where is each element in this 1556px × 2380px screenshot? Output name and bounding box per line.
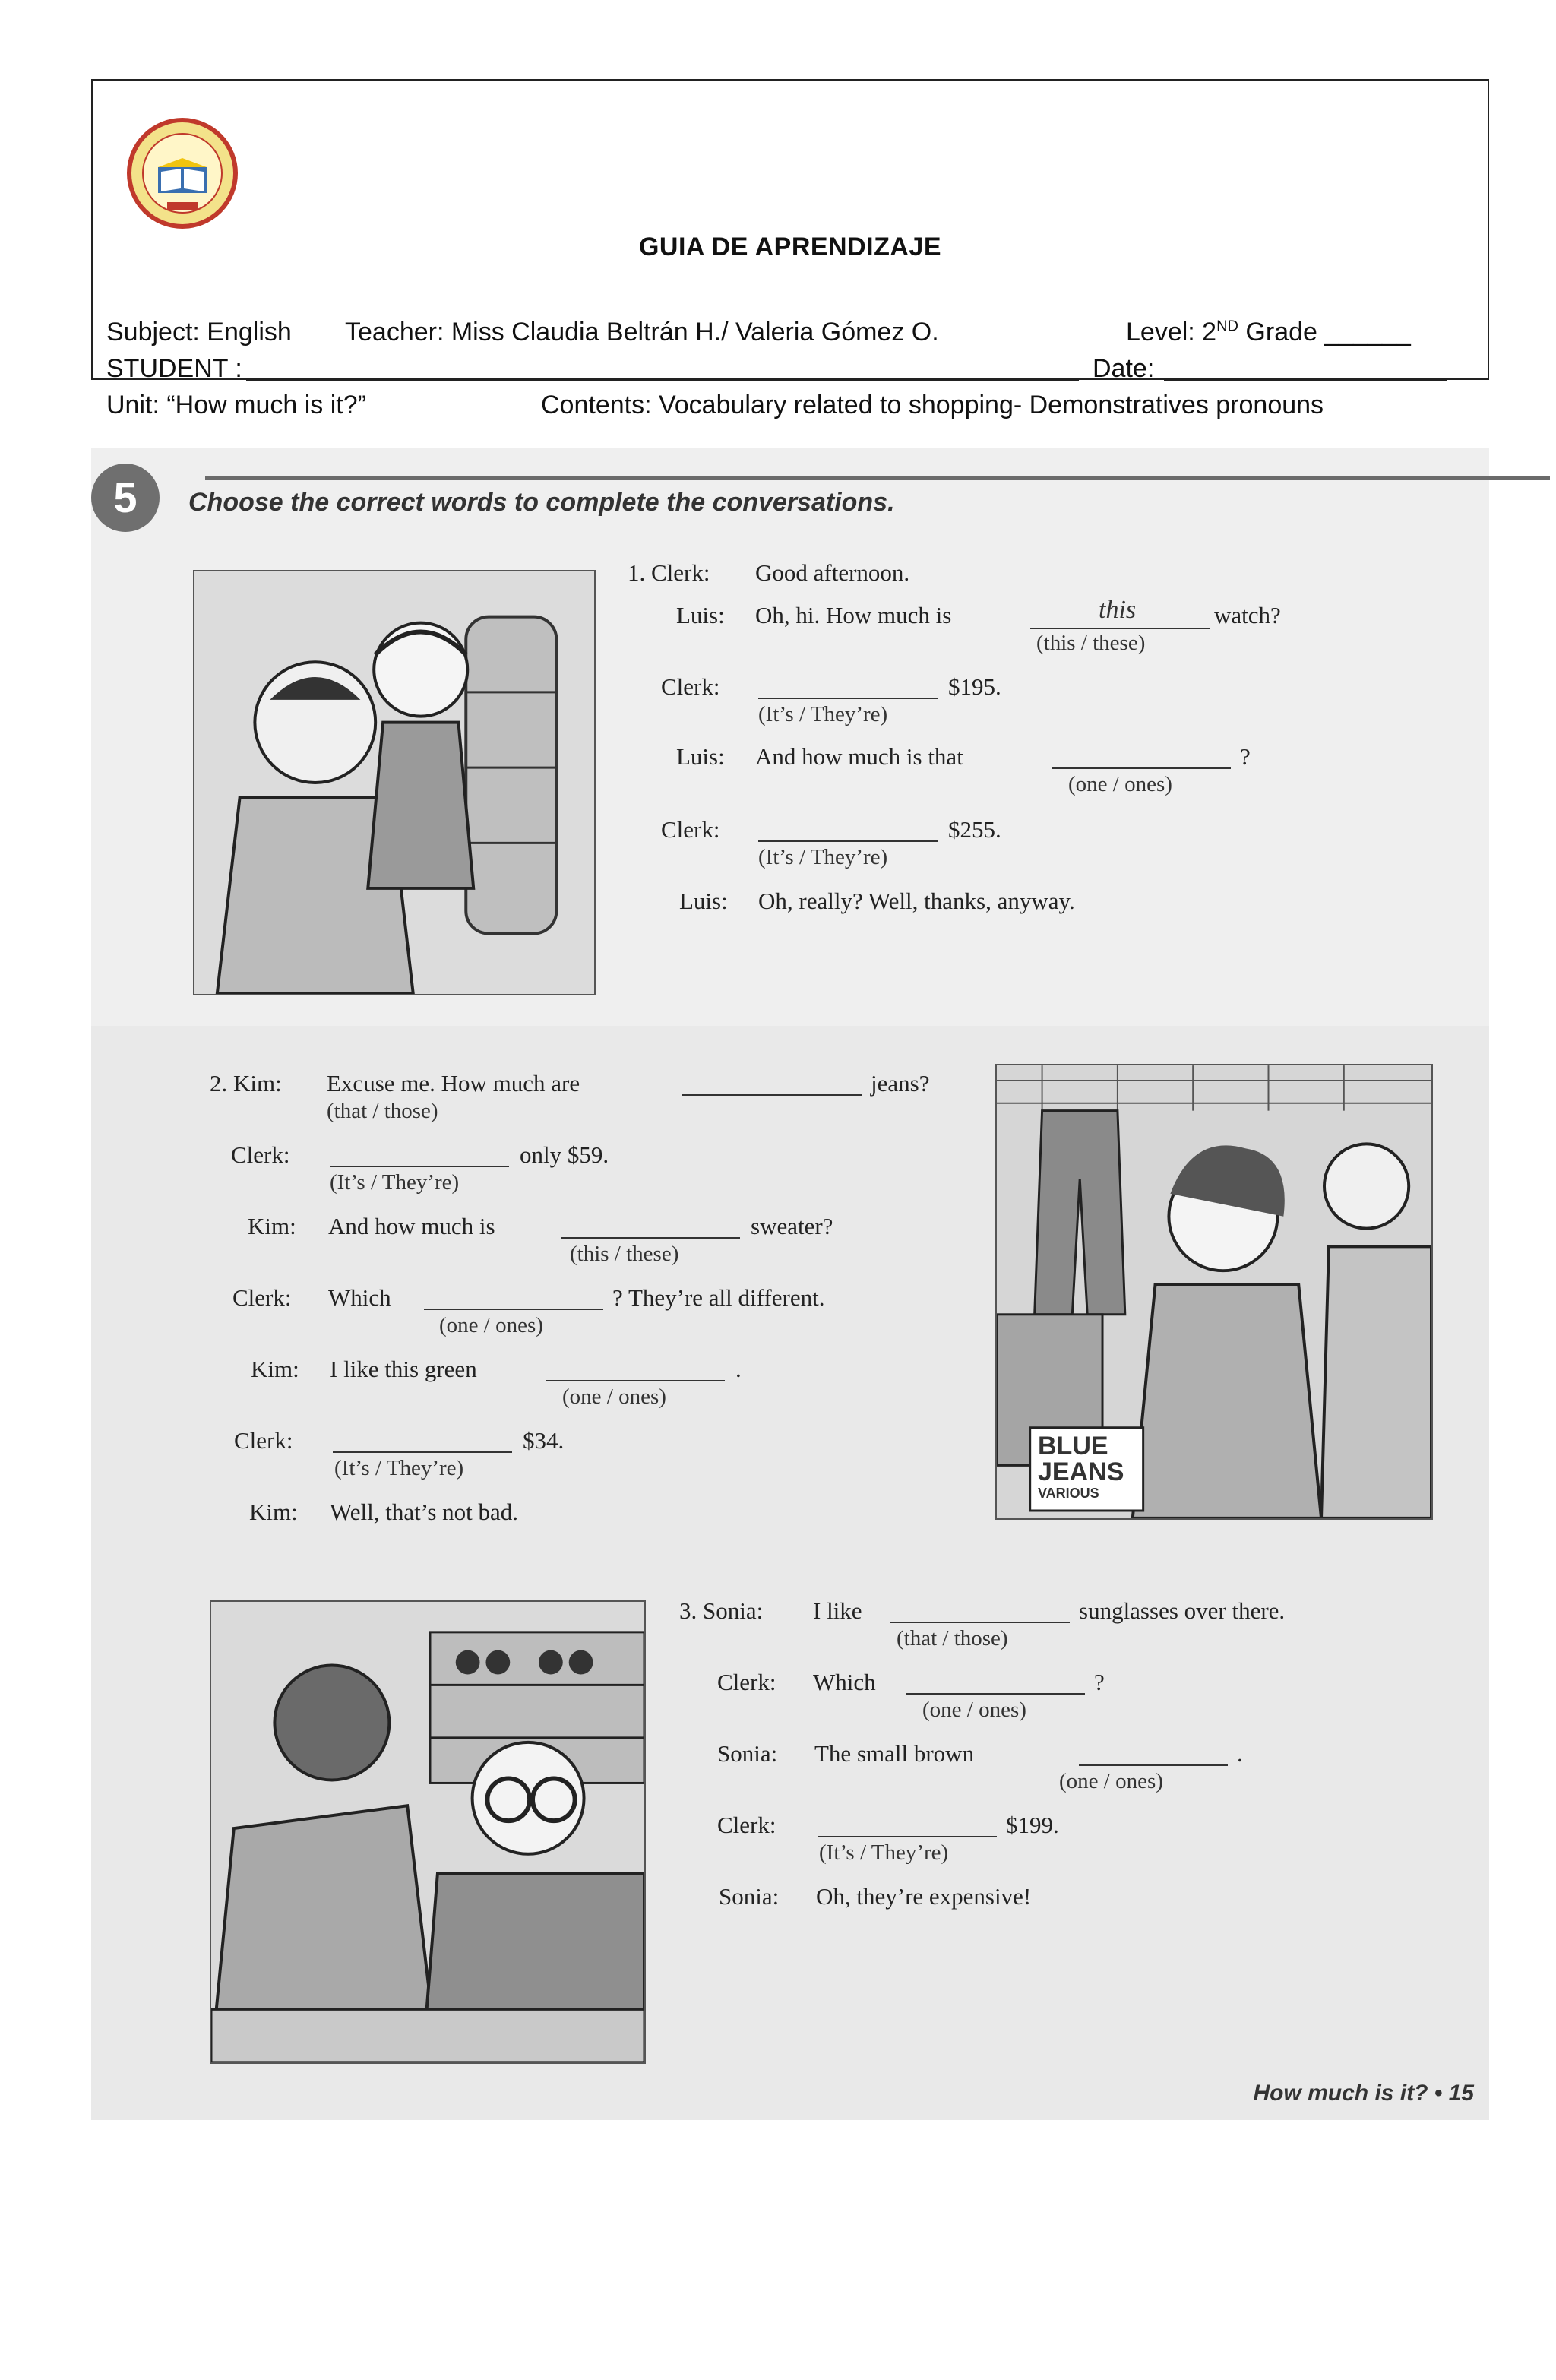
conv2-line1-text: Excuse me. How much are	[327, 1070, 580, 1097]
conv3-line3-after: .	[1237, 1740, 1243, 1767]
conv1-speaker2: Luis:	[676, 602, 725, 628]
date-field[interactable]	[1164, 359, 1447, 381]
conv2-blank3[interactable]	[561, 1237, 740, 1239]
conv2-blank2[interactable]	[330, 1166, 509, 1167]
conv2-speaker2: Clerk:	[231, 1141, 290, 1168]
illustration-watch-shop	[193, 570, 596, 995]
conv2-line6-after: $34.	[523, 1427, 565, 1454]
conv1-blank1-answer: this	[1099, 596, 1137, 624]
conv1-speaker6: Luis:	[679, 888, 728, 914]
conv1-line6-text: Oh, really? Well, thanks, anyway.	[758, 888, 1075, 914]
conv2-line2-after: only $59.	[520, 1141, 609, 1168]
conv2-line3-after: sweater?	[751, 1213, 833, 1239]
conv3-speaker5: Sonia:	[719, 1883, 780, 1910]
conv2-speaker6: Clerk:	[234, 1427, 293, 1454]
conv1-blank3[interactable]	[1052, 767, 1231, 769]
school-logo	[122, 112, 243, 234]
conv3-speaker3: Sonia:	[717, 1740, 778, 1767]
conv3-blank1[interactable]	[890, 1622, 1070, 1623]
conv1-speaker5: Clerk:	[661, 816, 720, 843]
conv3-line3-text: The small brown	[814, 1740, 975, 1767]
conv2-option1: (that / those)	[327, 1099, 438, 1123]
conv2-option5: (one / ones)	[562, 1385, 666, 1409]
conv3-line1-text: I like	[813, 1597, 862, 1624]
conv2-line5-after: .	[735, 1356, 742, 1382]
conv3-blank4[interactable]	[818, 1836, 997, 1837]
conv2-speaker5: Kim:	[251, 1356, 299, 1382]
conv2-option4: (one / ones)	[439, 1313, 543, 1337]
textbook-scan	[91, 448, 1489, 2120]
conv1-line3-after: $195.	[948, 673, 1001, 700]
conv1-option1: (this / these)	[1036, 631, 1146, 655]
illustration-sunglasses-shop	[210, 1600, 646, 2064]
conv2-blank4[interactable]	[424, 1309, 603, 1310]
conv2-line1-after: jeans?	[871, 1070, 930, 1097]
exercise-number: 5	[91, 464, 160, 532]
conv2-option2: (It’s / They’re)	[330, 1170, 460, 1195]
conv2-speaker3: Kim:	[248, 1213, 296, 1239]
conv1-blank2[interactable]	[758, 698, 938, 699]
conv3-option4: (It’s / They’re)	[819, 1840, 949, 1865]
conv1-option4: (It’s / They’re)	[758, 845, 888, 869]
conv2-line3-text: And how much is	[328, 1213, 495, 1239]
header-rule	[205, 476, 1550, 480]
conv2-blank6[interactable]	[333, 1451, 512, 1453]
illustration-jeans-shop	[995, 1064, 1433, 1520]
conv1-line1: 1. Clerk:	[628, 559, 710, 586]
level-label: Level: 2ND Grade ______	[1126, 318, 1411, 347]
page-footer: How much is it? • 15	[1253, 2081, 1474, 2106]
sign-line-2: JEANS	[1038, 1457, 1124, 1486]
conv3-line1-after: sunglasses over there.	[1079, 1597, 1286, 1624]
conv2-option3: (this / these)	[570, 1242, 679, 1266]
student-name-field[interactable]	[246, 359, 1079, 381]
conv3-option2: (one / ones)	[922, 1698, 1026, 1722]
conv1-blank4[interactable]	[758, 840, 938, 842]
conv2-option6: (It’s / They’re)	[334, 1456, 464, 1480]
conv1-option2: (It’s / They’re)	[758, 702, 888, 726]
conv1-speaker3: Clerk:	[661, 673, 720, 700]
subject-label: Subject: English	[106, 318, 292, 347]
conv2-line4-text: Which	[328, 1284, 391, 1311]
conv1-blank1[interactable]	[1030, 628, 1210, 629]
guide-title: GUIA DE APRENDIZAJE	[638, 233, 942, 261]
header-box	[91, 79, 1489, 419]
conv3-line2-text: Which	[813, 1669, 876, 1695]
conv1-line1-text: Good afternoon.	[755, 559, 910, 586]
conv3-line4-after: $199.	[1006, 1812, 1059, 1838]
conv3-speaker2: Clerk:	[717, 1669, 776, 1695]
conv3-line5-text: Oh, they’re expensive!	[816, 1883, 1032, 1910]
conv1-speaker4: Luis:	[676, 743, 725, 770]
conv3-option1: (that / those)	[897, 1626, 1008, 1650]
unit-label: Unit: “How much is it?”	[106, 391, 366, 419]
sunglasses-shop-drawing	[211, 1602, 644, 2062]
conv1-line4-text: And how much is that	[755, 743, 963, 770]
conv2-line5-text: I like this green	[330, 1356, 477, 1382]
conv3-speaker4: Clerk:	[717, 1812, 776, 1838]
date-label: Date:	[1093, 354, 1155, 383]
conv2-speaker7: Kim:	[249, 1499, 298, 1525]
exercise-instruction: Choose the correct words to complete the conversations.	[188, 488, 895, 517]
teacher-label: Teacher: Miss Claudia Beltrán H./ Valeria Gómez O.	[345, 318, 939, 347]
sign-line-3: VARIOUS	[1038, 1486, 1099, 1501]
conv1-line5-after: $255.	[948, 816, 1001, 843]
conv2-speaker4: Clerk:	[232, 1284, 292, 1311]
watch-shop-drawing	[194, 571, 594, 994]
contents-label: Contents: Vocabulary related to shopping- Demonstratives pronouns	[541, 391, 1324, 419]
conv3-line2-after: ?	[1094, 1669, 1105, 1695]
blue-jeans-sign	[1038, 1433, 1124, 1502]
conv3-blank3[interactable]	[1079, 1764, 1228, 1766]
sign-line-1: BLUE	[1038, 1432, 1108, 1461]
conv3-option3: (one / ones)	[1059, 1769, 1163, 1793]
student-label: STUDENT :	[106, 354, 242, 383]
conv2-blank1[interactable]	[682, 1094, 862, 1096]
conv2-line4-after: ? They’re all different.	[612, 1284, 825, 1311]
conv3-blank2[interactable]	[906, 1693, 1085, 1695]
conv1-line4-after: ?	[1240, 743, 1251, 770]
conv1-line2-after: watch?	[1214, 602, 1281, 628]
conv3-line1: 3. Sonia:	[679, 1597, 764, 1624]
conv2-blank5[interactable]	[546, 1380, 725, 1381]
conv1-option3: (one / ones)	[1068, 772, 1172, 796]
conv2-line7-text: Well, that’s not bad.	[330, 1499, 519, 1525]
conv1-line2-text: Oh, hi. How much is	[755, 602, 952, 628]
conv2-line1: 2. Kim:	[210, 1070, 282, 1097]
